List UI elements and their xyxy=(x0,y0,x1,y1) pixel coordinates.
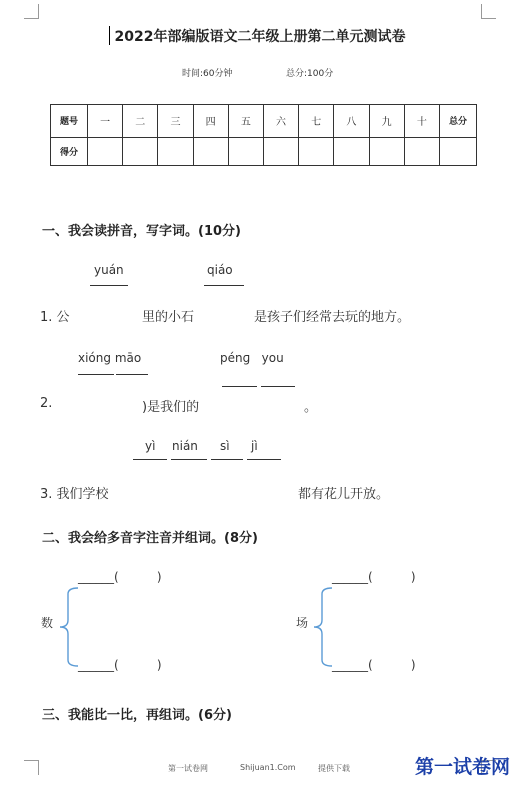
brace-left-icon xyxy=(54,586,84,668)
score-table-cell: 十 xyxy=(404,105,439,138)
footer-site-name: 第一试卷网 xyxy=(168,764,208,773)
question-3-prefix: 3. 我们学校 xyxy=(40,487,109,502)
score-input-cell[interactable] xyxy=(193,137,228,165)
pinyin-q1a: yuán xyxy=(94,263,124,277)
score-input-cell[interactable] xyxy=(369,137,404,165)
score-input-cell[interactable] xyxy=(158,137,193,165)
crop-mark-bottom-left xyxy=(24,760,39,775)
answer-line-q2b-2[interactable] xyxy=(261,386,295,387)
answer-line-q3-2[interactable] xyxy=(171,459,207,460)
pinyin-q3-4: jì xyxy=(251,439,258,453)
page-title: 2022年部编版语文二年级上册第二单元测试卷 xyxy=(114,29,406,45)
polyphone-blank-right-top[interactable]: ______( ) xyxy=(332,570,416,584)
score-table-cell: 得分 xyxy=(51,137,88,165)
score-table-header-row xyxy=(51,105,477,138)
pinyin-q1b: qiáo xyxy=(207,263,233,277)
polyphone-char-left: 数 xyxy=(41,616,54,630)
question-1-prefix: 1. 公 xyxy=(40,310,70,325)
polyphone-blank-right-bottom[interactable]: ______( ) xyxy=(332,658,416,672)
score-table-cell: 六 xyxy=(263,105,298,138)
question-1-middle: 里的小石 xyxy=(142,310,195,325)
question-3-suffix: 都有花儿开放。 xyxy=(298,487,390,502)
answer-line-q1b[interactable] xyxy=(204,285,244,286)
score-input-cell[interactable] xyxy=(404,137,439,165)
answer-line-q3-3[interactable] xyxy=(211,459,243,460)
pinyin-q3-2: nián xyxy=(172,439,198,453)
brace-right-icon xyxy=(308,586,338,668)
pinyin-q2a: xióng māo xyxy=(78,351,142,365)
score-table-cell: 八 xyxy=(334,105,369,138)
question-1-suffix: 是孩子们经常去玩的地方。 xyxy=(254,310,411,325)
score-table-score-row xyxy=(51,137,477,165)
score-table-cell: 七 xyxy=(299,105,334,138)
score-table xyxy=(50,104,477,166)
answer-line-q2a-1[interactable] xyxy=(78,374,114,375)
question-2-prefix: 2. xyxy=(40,396,53,411)
score-table-cell: 二 xyxy=(123,105,158,138)
polyphone-blank-left-bottom[interactable]: ______( ) xyxy=(78,658,162,672)
section-1-heading: 一、我会读拼音，写字词。(10分) xyxy=(42,224,241,239)
footer-site-url[interactable]: Shijuan1.Com xyxy=(240,763,296,772)
answer-line-q2b-1[interactable] xyxy=(222,386,257,387)
score-input-cell[interactable] xyxy=(228,137,263,165)
watermark-logo: 第一试卷网 xyxy=(414,756,510,778)
exam-total-score: 总分:100分 xyxy=(286,69,334,79)
score-table-cell: 五 xyxy=(228,105,263,138)
section-2-heading: 二、我会给多音字注音并组词。(8分) xyxy=(42,531,258,546)
exam-time: 时间:60分钟 xyxy=(182,69,233,79)
score-input-cell[interactable] xyxy=(299,137,334,165)
pinyin-q3-3: sì xyxy=(220,439,230,453)
polyphone-char-right: 场 xyxy=(296,616,309,630)
answer-line-q1a[interactable] xyxy=(90,285,128,286)
question-2-middle: )是我们的 xyxy=(142,400,200,415)
polyphone-blank-left-top[interactable]: ______( ) xyxy=(78,570,162,584)
crop-mark-top-left xyxy=(24,4,39,19)
answer-line-q3-4[interactable] xyxy=(247,459,281,460)
score-table-cell: 四 xyxy=(193,105,228,138)
pinyin-q2b: pénɡ you xyxy=(220,351,284,365)
score-table-cell: 题号 xyxy=(51,105,88,138)
answer-line-q2a-2[interactable] xyxy=(116,374,148,375)
question-2-suffix: 。 xyxy=(304,400,318,415)
section-3-heading: 三、我能比一比，再组词。(6分) xyxy=(42,708,232,723)
score-input-cell[interactable] xyxy=(334,137,369,165)
crop-mark-top-right xyxy=(481,4,496,19)
score-table-cell: 三 xyxy=(158,105,193,138)
score-table-cell: 一 xyxy=(88,105,123,138)
pinyin-q3-1: yì xyxy=(145,439,156,453)
score-input-cell[interactable] xyxy=(88,137,123,165)
score-table-cell: 九 xyxy=(369,105,404,138)
score-input-cell[interactable] xyxy=(263,137,298,165)
footer-download: 提供下载 xyxy=(318,764,350,773)
score-table-cell: 总分 xyxy=(440,105,477,138)
answer-line-q3-1[interactable] xyxy=(133,459,167,460)
score-input-cell[interactable] xyxy=(123,137,158,165)
score-input-cell[interactable] xyxy=(440,137,477,165)
